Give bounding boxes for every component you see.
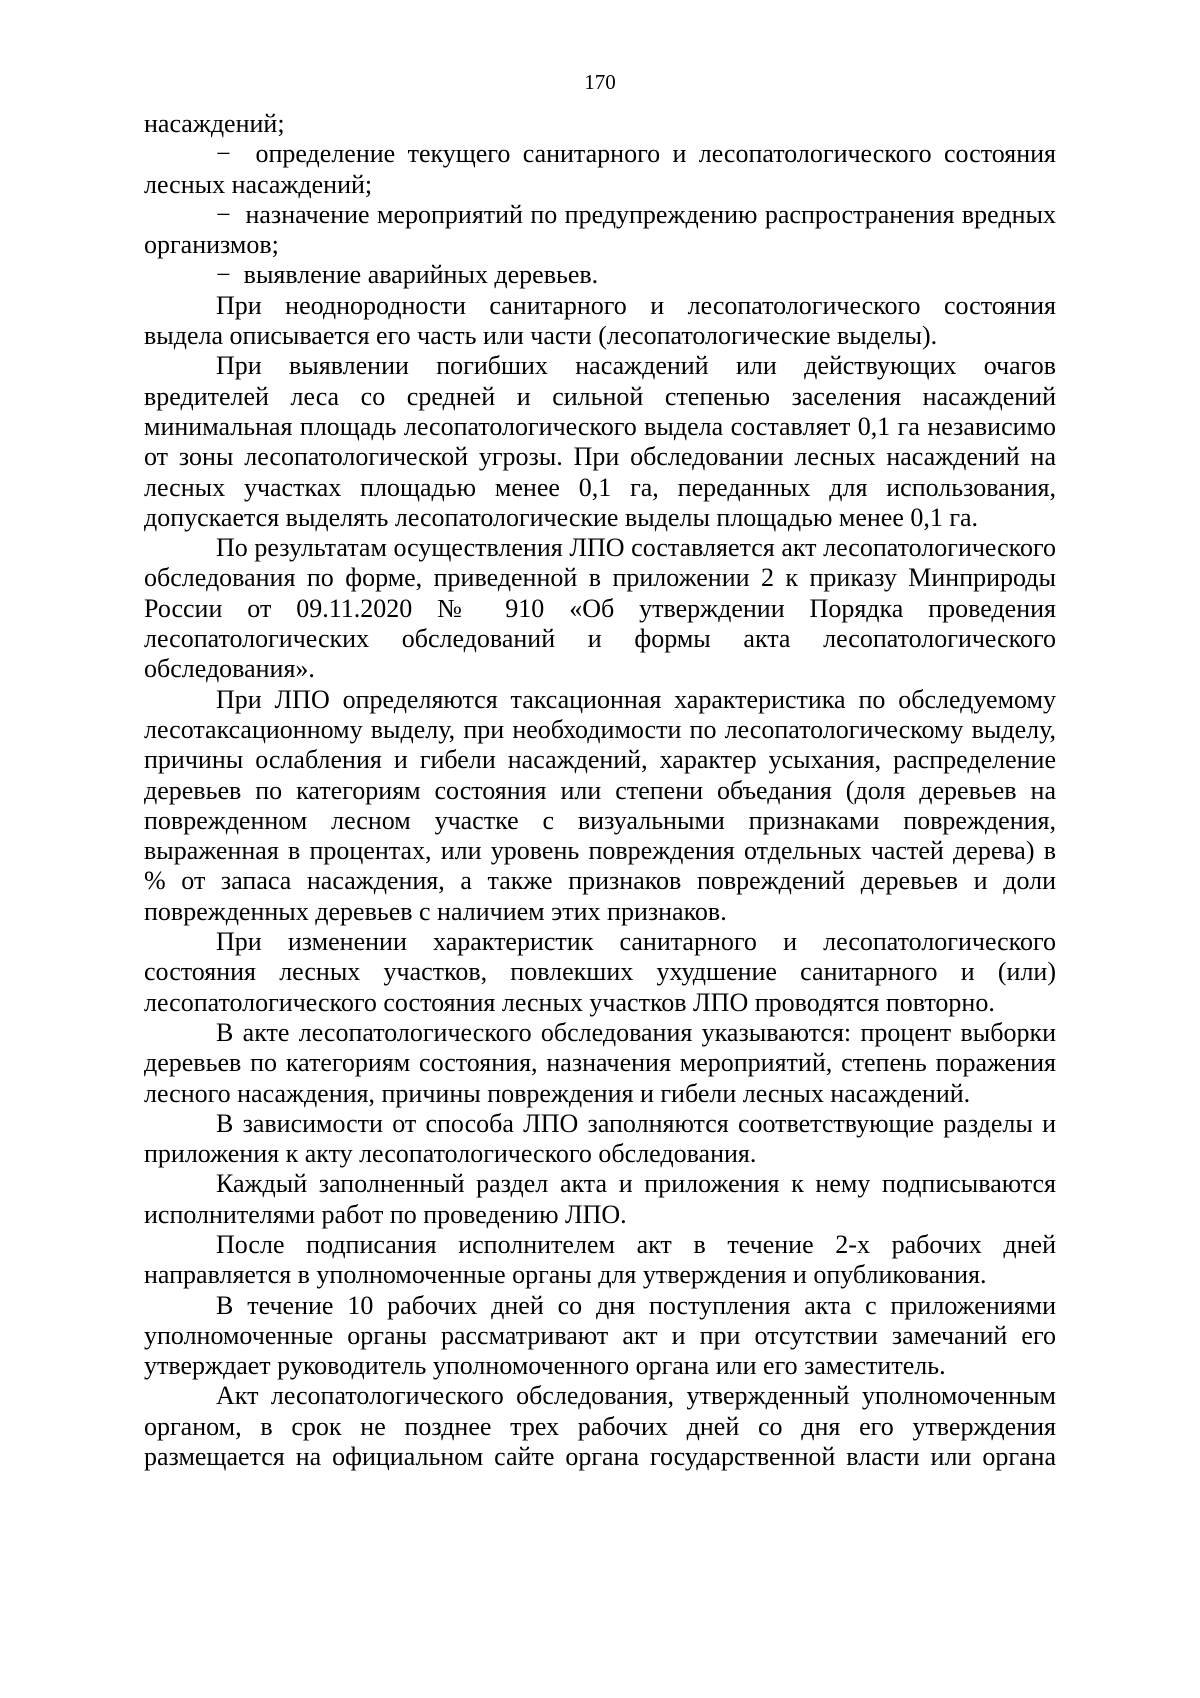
- paragraph: Каждый заполненный раздел акта и приложения к нему подписываются исполнителями работ по проведению ЛПО.: [144, 1169, 1056, 1229]
- list-item: − назначение мероприятий по предупреждению распространения вредных организмов;: [144, 200, 1056, 261]
- paragraph: Акт лесопатологического обследования, утвержденный уполномоченным органом, в срок не позднее трех рабочих дней со дня его утверждения размещается на официальном сайте органа государственной власти или органа: [144, 1381, 1056, 1472]
- paragraph: В течение 10 рабочих дней со дня поступления акта с приложениями уполномоченные органы рассматривают акт и при отсутствии замечаний его утверждает руководитель уполномоченного органа или его заместитель.: [144, 1290, 1056, 1381]
- paragraph: При изменении характеристик санитарного и лесопатологического состояния лесных участков, повлекших ухудшение санитарного и (или) лесопатологического состояния лесных участков ЛПО проводятся повторно.: [144, 927, 1056, 1017]
- paragraph: В зависимости от способа ЛПО заполняются соответствующие разделы и приложения к акту лесопатологического обследования.: [144, 1108, 1056, 1169]
- paragraph: При неоднородности санитарного и лесопатологического состояния выдела описывается его часть или части (лесопатологические выделы).: [144, 290, 1056, 351]
- paragraph: В акте лесопатологического обследования указываются: процент выборки деревьев по категориям состояния, назначения мероприятий, степень поражения лесного насаждения, причины повреждения и гибели лесных насаждений.: [144, 1017, 1056, 1108]
- page-number: 170: [584, 70, 616, 94]
- paragraph: По результатам осуществления ЛПО составляется акт лесопатологического обследования по форме, приведенной в приложении 2 к приказу Минприроды России от 09.11.2020 № 910 «Об утверждении Порядка проведения лесопатологических обследований и формы акта лесопатологического обследования».: [144, 533, 1056, 684]
- list-item: − выявление аварийных деревьев.: [144, 260, 1056, 290]
- document-body: [144, 109, 1056, 1472]
- paragraph: При ЛПО определяются таксационная характеристика по обследуемому лесотаксационному выделу, при необходимости по лесопатологическому выделу, причины ослабления и гибели насаждений, характер усыхания, распределение деревьев по категориям состояния или степени объедания (доля деревьев на поврежденном лесном участке с визуальными признаками повреждения, выраженная в процентах, или уровень повреждения отдельных частей дерева) в % от запаса насаждения, а также признаков повреждений деревьев и доли поврежденных деревьев с наличием этих признаков.: [144, 684, 1056, 926]
- paragraph: насаждений;: [144, 109, 285, 138]
- paragraph: После подписания исполнителем акт в течение 2-х рабочих дней направляется в уполномоченные органы для утверждения и опубликования.: [144, 1229, 1056, 1290]
- paragraph: При выявлении погибших насаждений или действующих очагов вредителей леса со средней и сильной степенью заселения насаждений минимальная площадь лесопатологического выдела составляет 0,1 га независимо от зоны лесопатологической угрозы. При обследовании лесных насаждений на лесных участках площадью менее 0,1 га, переданных для использования, допускается выделять лесопатологические выделы площадью менее 0,1 га.: [144, 351, 1056, 532]
- list-item: − определение текущего санитарного и лесопатологического состояния лесных насаждений;: [144, 139, 1056, 200]
